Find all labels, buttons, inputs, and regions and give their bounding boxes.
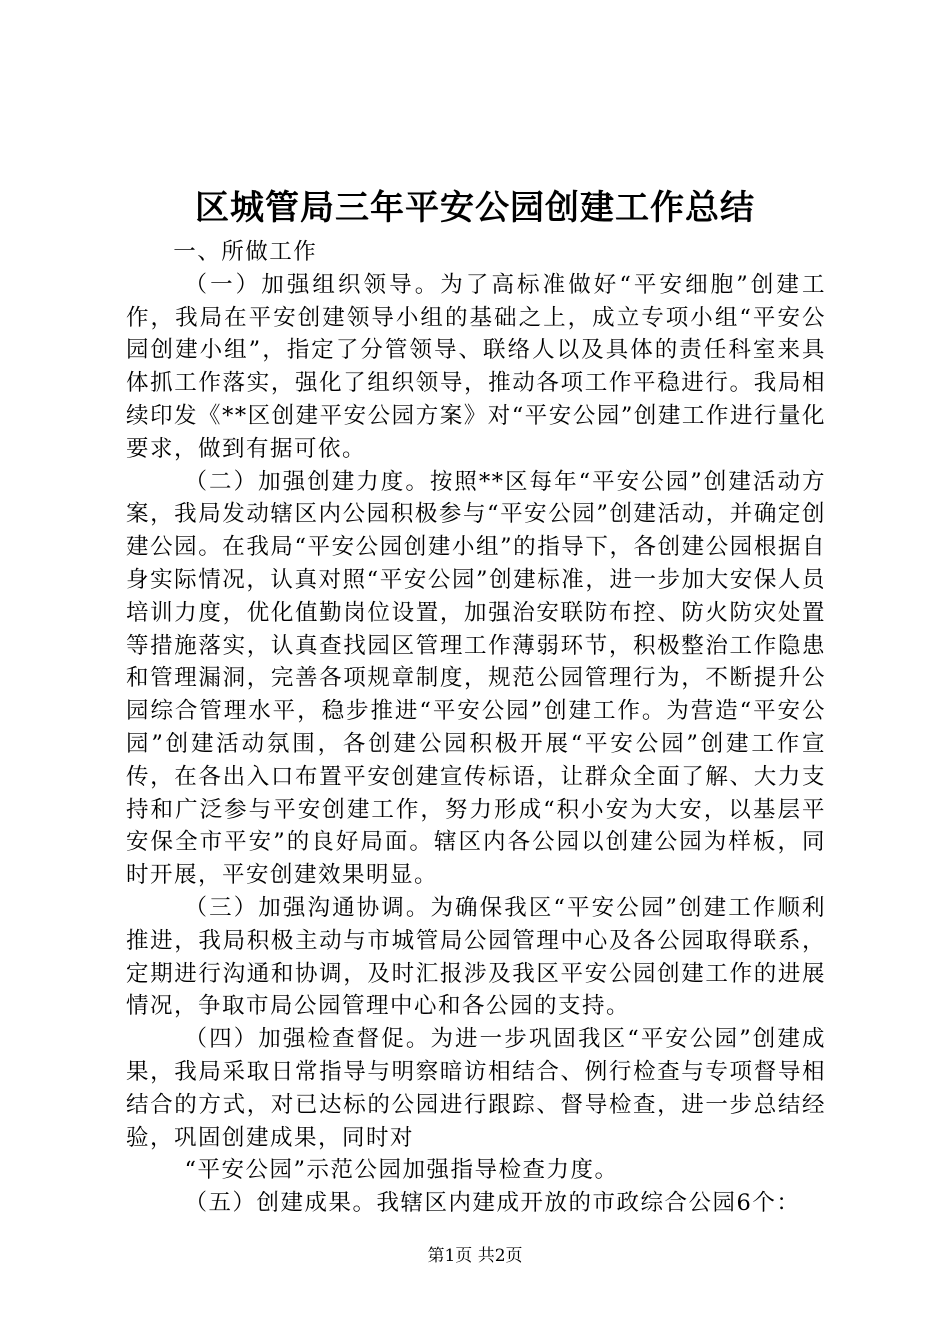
page-footer: 第1页 共2页 (427, 1246, 523, 1266)
paragraph-organization: （一）加强组织领导。为了高标准做好“平安细胞”创建工作，我局在平安创建领导小组的基础之上，成立专项小组“平安公园创建小组”，指定了分管领导、联络人以及具体的责任科室来具体抓工作落实，强化了组织领导，推动各项工作平稳进行。我局相续印发《**区创建平安公园方案》对“平安公园”创建工作进行量化要求，做到有据可依。 (126, 271, 826, 462)
document-title: 区城管局三年平安公园创建工作总结 (195, 188, 755, 228)
paragraph-coordination: （三）加强沟通协调。为确保我区“平安公园”创建工作顺利推进，我局积极主动与市城管局公园管理中心及各公园取得联系，定期进行沟通和协调，及时汇报涉及我区平安公园创建工作的进展情况，争取市局公园管理中心和各公园的支持。 (126, 894, 826, 1020)
paragraph-inspection: （四）加强检查督促。为进一步巩固我区“平安公园”创建成果，我局采取日常指导与明察暗访相结合、例行检查与专项督导相结合的方式，对已达标的公园进行跟踪、督导检查，进一步总结经验，巩固创建成果，同时对 (126, 1026, 826, 1151)
section-heading: 一、所做工作 (173, 239, 318, 265)
paragraph-results: （五）创建成果。我辖区内建成开放的市政综合公园6个： (184, 1190, 801, 1217)
document-body (126, 236, 826, 1220)
paragraph-inspection-continued: “平安公园”示范公园加强指导检查力度。 (184, 1157, 619, 1184)
paragraph-efforts: （二）加强创建力度。按照**区每年“平安公园”创建活动方案，我局发动辖区内公园积极参与“平安公园”创建活动，并确定创建公园。在我局“平安公园创建小组”的指导下，各创建公园根据自身实际情况，认真对照“平安公园”创建标准，进一步加大安保人员培训力度，优化值勤岗位设置，加强治安联防布控、防火防灾处置等措施落实，认真查找园区管理工作薄弱环节，积极整治工作隐患和管理漏洞，完善各项规章制度，规范公园管理行为，不断提升公园综合管理水平，稳步推进“平安公园”创建工作。为营造“平安公园”创建活动氛围，各创建公园积极开展“平安公园”创建工作宣传，在各出入口布置平安创建宣传标语，让群众全面了解、大力支持和广泛参与平安创建工作，努力形成“积小安为大安，以基层平安保全市平安”的良好局面。辖区内各公园以创建公园为样板，同时开展，平安创建效果明显。 (126, 468, 826, 889)
